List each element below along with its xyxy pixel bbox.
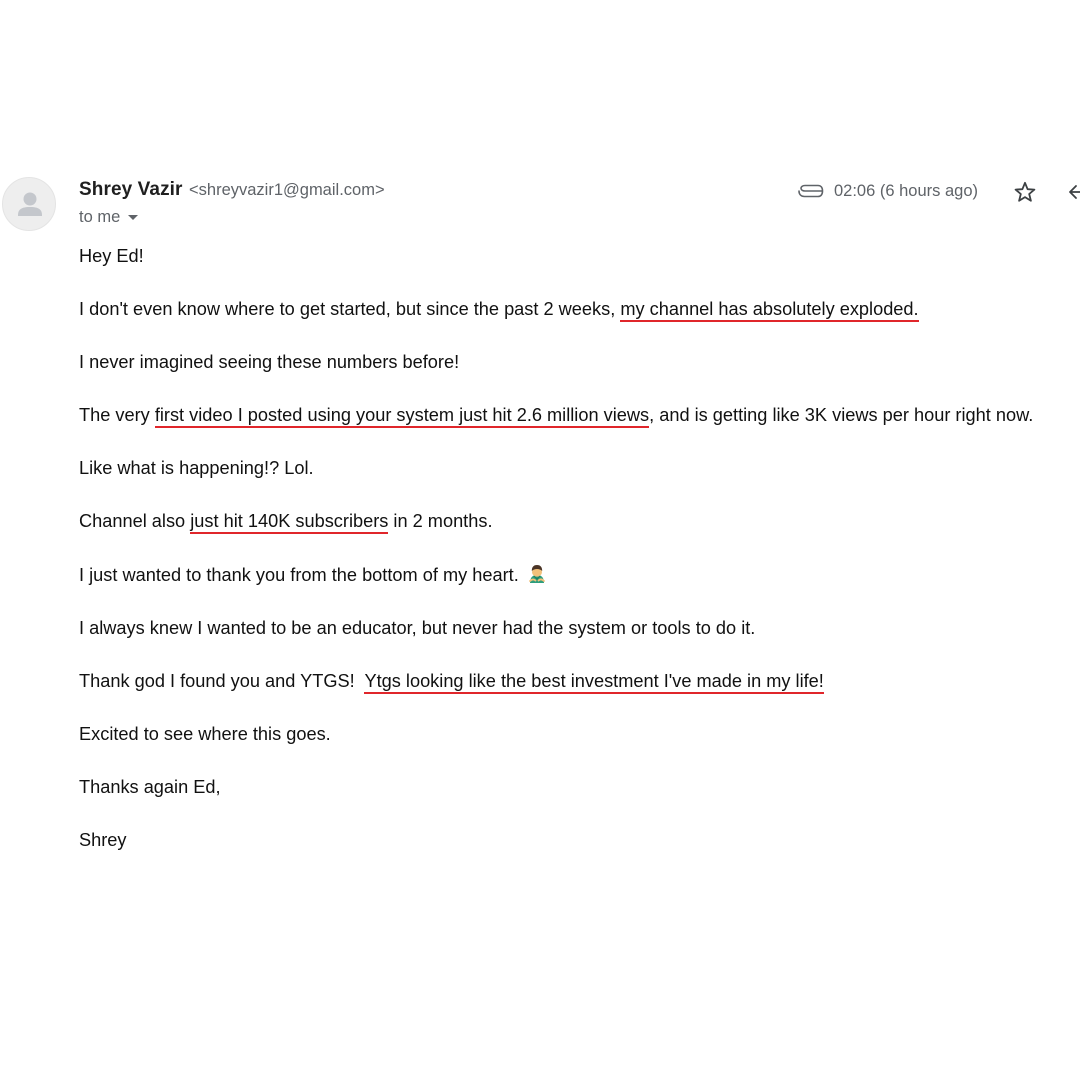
paperclip-icon <box>798 184 824 198</box>
body-paragraph: The very first video I posted using your system just hit 2.6 million views, and is getting like 3K views per hour right now. <box>79 403 1079 427</box>
body-paragraph: I never imagined seeing these numbers before! <box>79 352 460 372</box>
body-paragraph <box>79 828 1079 852</box>
star-icon[interactable] <box>1013 180 1037 204</box>
body-paragraph: I just wanted to thank you from the bottom of my heart. <box>79 562 1079 587</box>
highlighted-text: just hit 140K subscribers <box>190 511 388 534</box>
body-paragraph: Hey Ed! <box>79 246 144 266</box>
body-paragraph: I don't even know where to get started, but since the past 2 weeks, my channel has absolutely exploded. <box>79 297 1079 321</box>
body-paragraph: Thank god I found you and YTGS! Ytgs looking like the best investment I've made in my life! <box>79 669 1079 693</box>
body-paragraph: Like what is happening!? Lol. <box>79 458 314 478</box>
chevron-down-icon[interactable] <box>128 215 138 220</box>
sender-email: <shreyvazir1@gmail.com> <box>189 181 385 199</box>
sender-name[interactable]: Shrey Vazir <box>79 179 183 200</box>
email-body <box>79 244 1079 881</box>
signature: Shrey <box>79 830 127 850</box>
timestamp: 02:06 (6 hours ago) <box>834 181 979 200</box>
highlighted-text: first video I posted using your system just hit 2.6 million views <box>155 405 649 428</box>
message-meta <box>798 178 978 204</box>
man-bowing-emoji-icon <box>526 562 548 584</box>
body-paragraph: Excited to see where this goes. <box>79 724 331 744</box>
recipient-label: to me <box>79 208 121 226</box>
person-icon <box>3 178 56 231</box>
body-paragraph: Channel also just hit 140K subscribers in 2 months. <box>79 509 1079 533</box>
recipient-line <box>79 208 138 227</box>
sender-avatar[interactable] <box>2 177 56 231</box>
reply-icon[interactable] <box>1066 180 1080 204</box>
body-paragraph: Thanks again Ed, <box>79 777 221 797</box>
body-paragraph: I always knew I wanted to be an educator, but never had the system or tools to do it. <box>79 618 756 638</box>
highlighted-text: my channel has absolutely exploded. <box>620 299 918 322</box>
highlighted-text: Ytgs looking like the best investment I've made in my life! <box>364 671 823 694</box>
sender-line <box>79 179 385 201</box>
